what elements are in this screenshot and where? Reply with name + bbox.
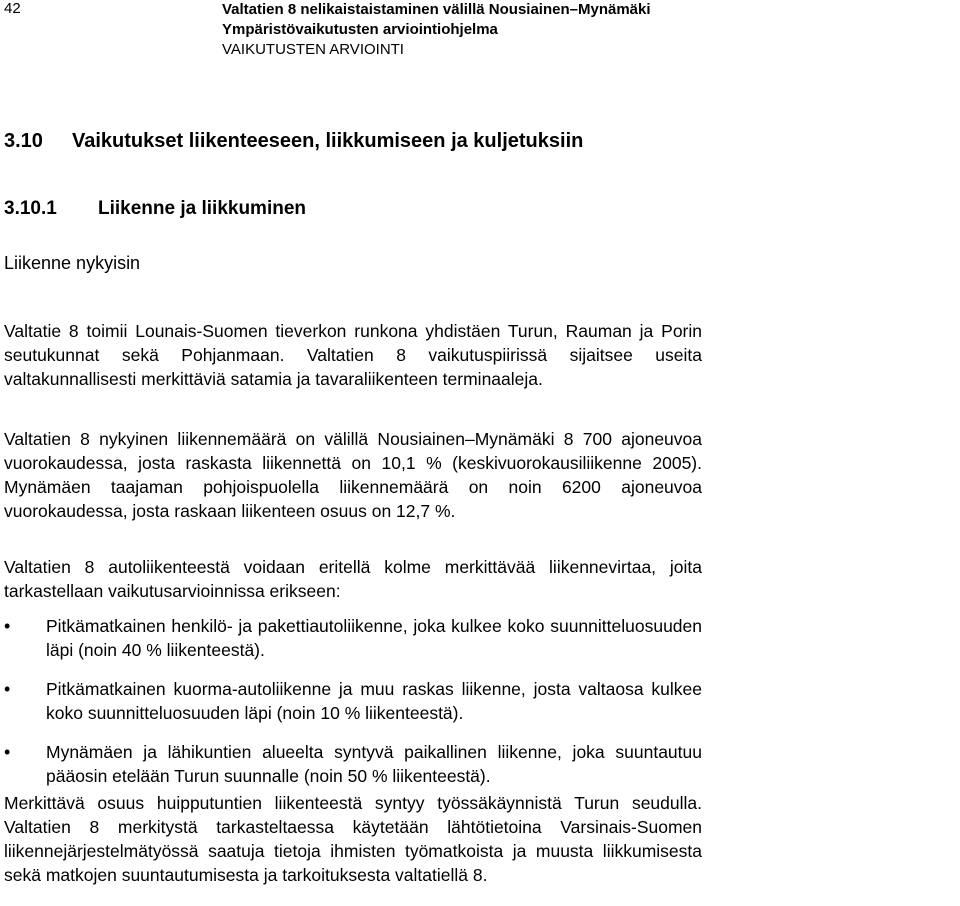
paragraph-text: Valtatien 8 nykyinen liikennemäärä on välillä Nousiainen–Mynämäki 8 700 ajoneuvoa vuorokaudessa, josta raskasta liikennettä on 10,1 % (keskivuorokausiliikenne 2005). Mynämäen taajaman pohjoispuolella liikennemäärä on noin 6200 ajoneuvoa vuorokaudessa, josta raskaan liikenteen osuus on 12,7 %. (4, 429, 702, 521)
bullet-icon: • (4, 616, 11, 636)
subheading: Liikenne nykyisin (4, 253, 141, 273)
list-item-text: Pitkämatkainen kuorma-autoliikenne ja muu raskas liikenne, josta valtaosa kulkee koko suunnitteluosuuden läpi (noin 10 % liikenteestä). (46, 679, 702, 723)
paragraph-text: Merkittävä osuus huipputuntien liikenteestä syntyy työssäkäynnistä Turun seudulla. Valtatien 8 merkitystä tarkasteltaessa käytetään lähtötietoina Varsinais-Suomen liikennejärjestelmätyössä saatuja tietoja ihmisten työmatkoista ja muusta liikkumisesta sekä matkojen suuntautumisesta ja tarkoituksesta valtatiellä 8. (4, 793, 702, 885)
running-header (222, 0, 651, 60)
section-number: 3.10 (4, 130, 43, 152)
paragraph-3 (4, 555, 702, 603)
bullet-icon: • (4, 742, 11, 762)
list-item-text: Mynämäen ja lähikuntien alueelta syntyvä paikallinen liikenne, joka suuntautuu pääosin etelään Turun suunnalle (noin 50 % liikenteestä). (46, 742, 702, 786)
paragraph-4 (4, 791, 702, 887)
paragraph-text: Valtatie 8 toimii Lounais-Suomen tieverkon runkona yhdistäen Turun, Rauman ja Porin seutukunnat sekä Pohjanmaan. Valtatien 8 vaikutuspiirissä sijaitsee useita valtakunnallisesti merkittäviä satamia ja tavaraliikenteen terminaaleja. (4, 321, 702, 389)
bullet-icon: • (4, 679, 11, 699)
list-item (4, 740, 702, 788)
paragraph-2 (4, 427, 702, 523)
bullet-list (4, 614, 702, 788)
list-item (4, 677, 702, 725)
section-heading (4, 128, 583, 154)
header-document-title: Ympäristövaikutusten arviointiohjelma (222, 21, 498, 38)
page-number: 42 (4, 0, 21, 17)
paragraph-text: Valtatien 8 autoliikenteestä voidaan eritellä kolme merkittävää liikennevirtaa, joita tarkastellaan vaikutusarvioinnissa erikseen: (4, 557, 702, 601)
list-item-text: Pitkämatkainen henkilö- ja pakettiautoliikenne, joka kulkee koko suunnitteluosuuden läpi (noin 40 % liikenteestä). (46, 616, 702, 660)
section-title: Vaikutukset liikenteeseen, liikkumiseen ja kuljetuksiin (72, 130, 584, 152)
paragraph-1 (4, 319, 702, 391)
header-chapter-title: VAIKUTUSTEN ARVIOINTI (222, 41, 404, 58)
subsection-title: Liikenne ja liikkuminen (98, 198, 307, 219)
list-item (4, 614, 702, 662)
subsection-heading (4, 196, 306, 222)
subsection-number: 3.10.1 (4, 198, 57, 219)
header-project-title: Valtatien 8 nelikaistaistaminen välillä Nousiainen–Mynämäki (222, 1, 651, 18)
